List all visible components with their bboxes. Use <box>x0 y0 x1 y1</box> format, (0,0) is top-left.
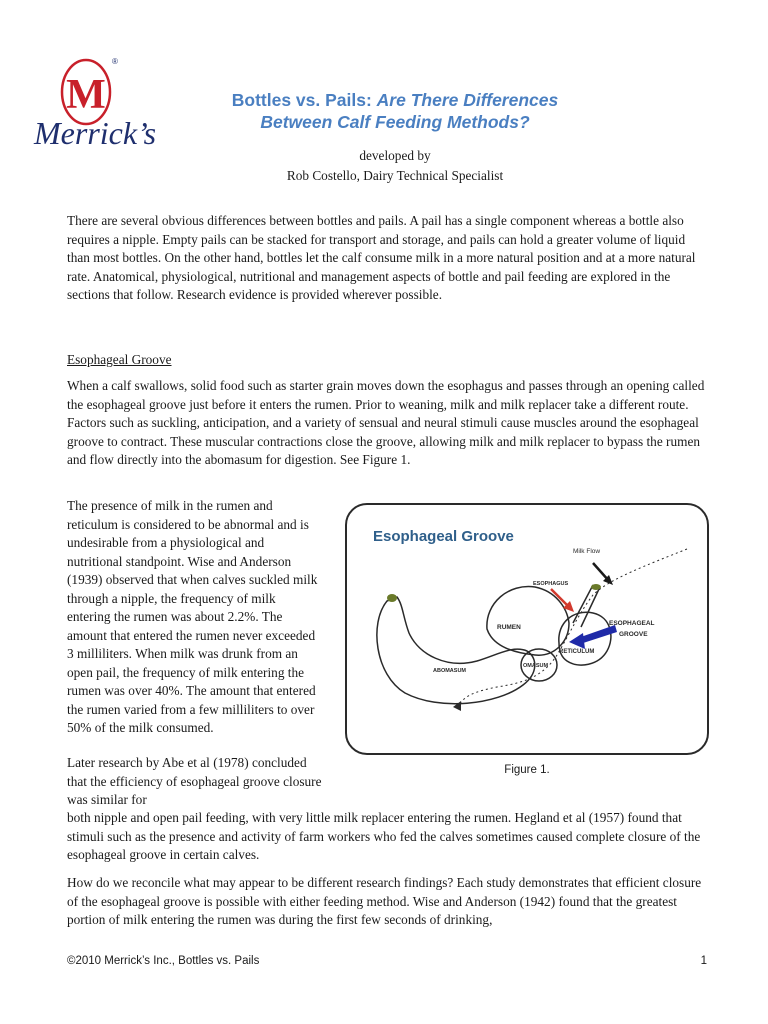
footer-page-number: 1 <box>700 955 707 967</box>
abomasum-outlet <box>387 594 397 602</box>
esophagus-arrow <box>551 589 569 607</box>
rumen-organ <box>487 586 569 655</box>
svg-text:Merrick’s: Merrick’s <box>34 115 157 151</box>
figure-esophageal-groove <box>345 503 709 755</box>
figure-title: Esophageal Groove <box>373 528 514 545</box>
milk-flow-arrowhead <box>453 701 461 711</box>
label-abomasum: ABOMASUM <box>433 668 466 674</box>
label-reticulum: RETICULUM <box>559 649 595 655</box>
stomach-diagram <box>347 505 707 753</box>
svg-text:®: ® <box>112 57 118 66</box>
paragraph-esophageal-groove: When a calf swallows, solid food such as starter grain moves down the esophagus and passes through an opening called the esophageal groove just before it enters the rumen. Prior to weaning, milk and milk replacer take a different route. Factors such as suckling, anticipation, and a variety of sensual and neural stimuli cause muscles around the esophageal groove to contract. These muscular contractions close the groove, allowing milk and milk replacer to bypass the rumen and flow directly into the abomasum for digestion. See Figure 1. <box>67 378 705 467</box>
document-title <box>180 89 610 133</box>
label-groove: GROOVE <box>619 631 648 638</box>
label-milk-flow: Milk Flow <box>573 548 601 555</box>
merricks-logo-mark <box>28 52 178 152</box>
paragraph-abe-narrow: Later research by Abe et al (1978) concluded that the efficiency of esophageal groove closure was similar for <box>67 755 322 807</box>
label-rumen: RUMEN <box>497 624 521 631</box>
merricks-logo <box>28 52 178 152</box>
paragraph-abe-wide: both nipple and open pail feeding, with very little milk replacer entering the rumen. Hegland et al (1957) found that stimuli such as the presence and activity of farm workers who fed the calves sometimes caused complete closure of the esophageal groove in certain calves. <box>67 810 701 862</box>
footer-copyright: ©2010 Merrick’s Inc., Bottles vs. Pails <box>67 955 260 967</box>
title-part2: Are There Differences <box>376 90 559 110</box>
page-footer <box>67 955 707 967</box>
milk-flow-path <box>459 549 687 705</box>
esophagus-tube <box>573 585 599 627</box>
paragraph-milk-in-rumen: The presence of milk in the rumen and reticulum is considered to be abnormal and is undesirable from a physiological and nutritional standpoint. Wise and Anderson (1939) observed that when calves suckled milk through a nipple, the frequency of milk entering the rumen was about 2.2%. The amount that entered the rumen never exceeded 3 milliliters. When milk was drunk from an open pail, the frequency of milk entering the rumen was over 40%. The amount that entered the rumen varied from a few milliliters to over 50% of the milk consumed. <box>67 498 318 735</box>
label-esophageal: ESOPHAGEAL <box>609 620 655 627</box>
label-omasum: OMASUM <box>523 663 549 669</box>
section-heading: Esophageal Groove <box>67 352 172 367</box>
paragraph-reconcile: How do we reconcile what may appear to be different research findings? Each study demonstrates that efficient closure of the esophageal groove is possible with either feeding method. Wise and Anderson (1942) found that the greatest portion of milk entering the rumen was during the first few seconds of drinking, <box>67 875 702 927</box>
byline-developed-by: developed by <box>359 148 431 163</box>
intro-paragraph: There are several obvious differences between bottles and pails. A pail has a single component whereas a bottle also requires a nipple. Empty pails can be stacked for transport and storage, and pails can hold a greater volume of liquid than most bottles. On the other hand, bottles let the calf consume milk in a more natural position and at a more natural rate. Anatomical, physiological, nutritional and management aspects of bottle and pail feeding are explored in the sections that follow. Research evidence is provided wherever possible. <box>67 213 696 302</box>
byline-author: Rob Costello, Dairy Technical Specialist <box>286 168 504 183</box>
label-esophagus: ESOPHAGUS <box>533 581 569 587</box>
svg-text:M: M <box>66 72 106 118</box>
title-line2: Between Calf Feeding Methods? <box>260 112 530 132</box>
title-part1: Bottles vs. Pails: <box>231 90 377 110</box>
figure-caption: Figure 1. <box>504 764 550 776</box>
